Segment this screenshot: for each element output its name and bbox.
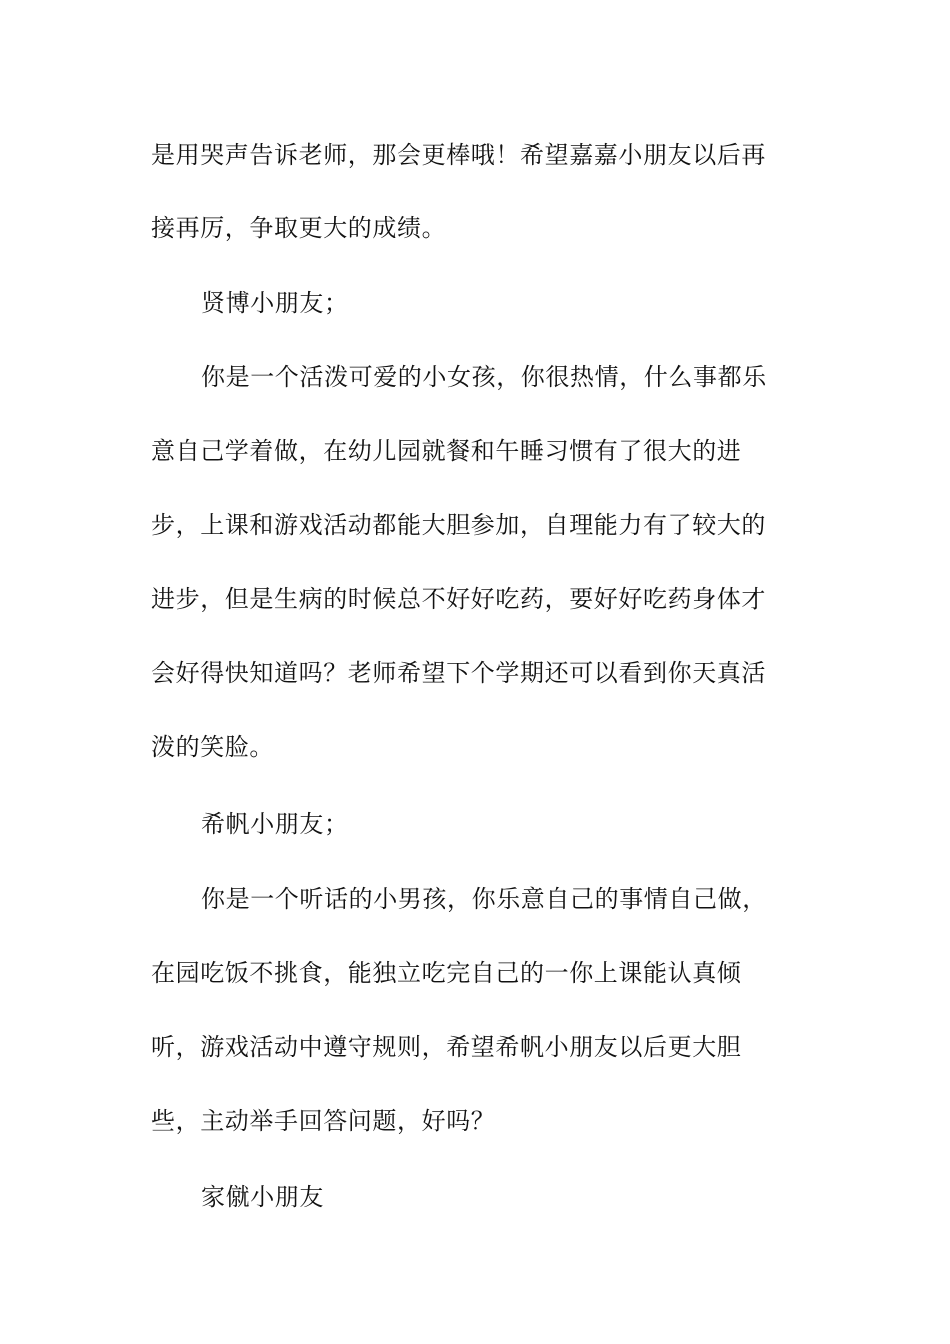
greeting-heading: 希帆小朋友； xyxy=(201,810,349,838)
text-line: 步，上课和游戏活动都能大胆参加，自理能力有了较大的 xyxy=(151,511,766,539)
text-line: 在园吃饭不挑食，能独立吃完自己的一你上课能认真倾 xyxy=(151,959,742,987)
text-line: 你是一个听话的小男孩，你乐意自己的事情自己做， xyxy=(201,885,767,913)
text-line: 接再厉，争取更大的成绩。 xyxy=(151,214,447,242)
text-line: 进步，但是生病的时候总不好好吃药，要好好吃药身体才 xyxy=(151,585,766,613)
greeting-heading: 贤博小朋友； xyxy=(201,289,349,317)
text-line: 你是一个活泼可爱的小女孩，你很热情，什么事都乐 xyxy=(201,363,767,391)
text-line: 泼的笑脸。 xyxy=(151,733,274,761)
text-line: 会好得快知道吗？老师希望下个学期还可以看到你天真活 xyxy=(151,659,766,687)
text-line: 听，游戏活动中遵守规则，希望希帆小朋友以后更大胆 xyxy=(151,1033,742,1061)
text-line: 意自己学着做，在幼儿园就餐和午睡习惯有了很大的进 xyxy=(151,437,742,465)
text-line: 是用哭声告诉老师，那会更棒哦！希望嘉嘉小朋友以后再 xyxy=(151,141,766,169)
greeting-heading: 家僦小朋友 xyxy=(201,1183,324,1211)
text-line: 些，主动举手回答问题，好吗？ xyxy=(151,1107,496,1135)
